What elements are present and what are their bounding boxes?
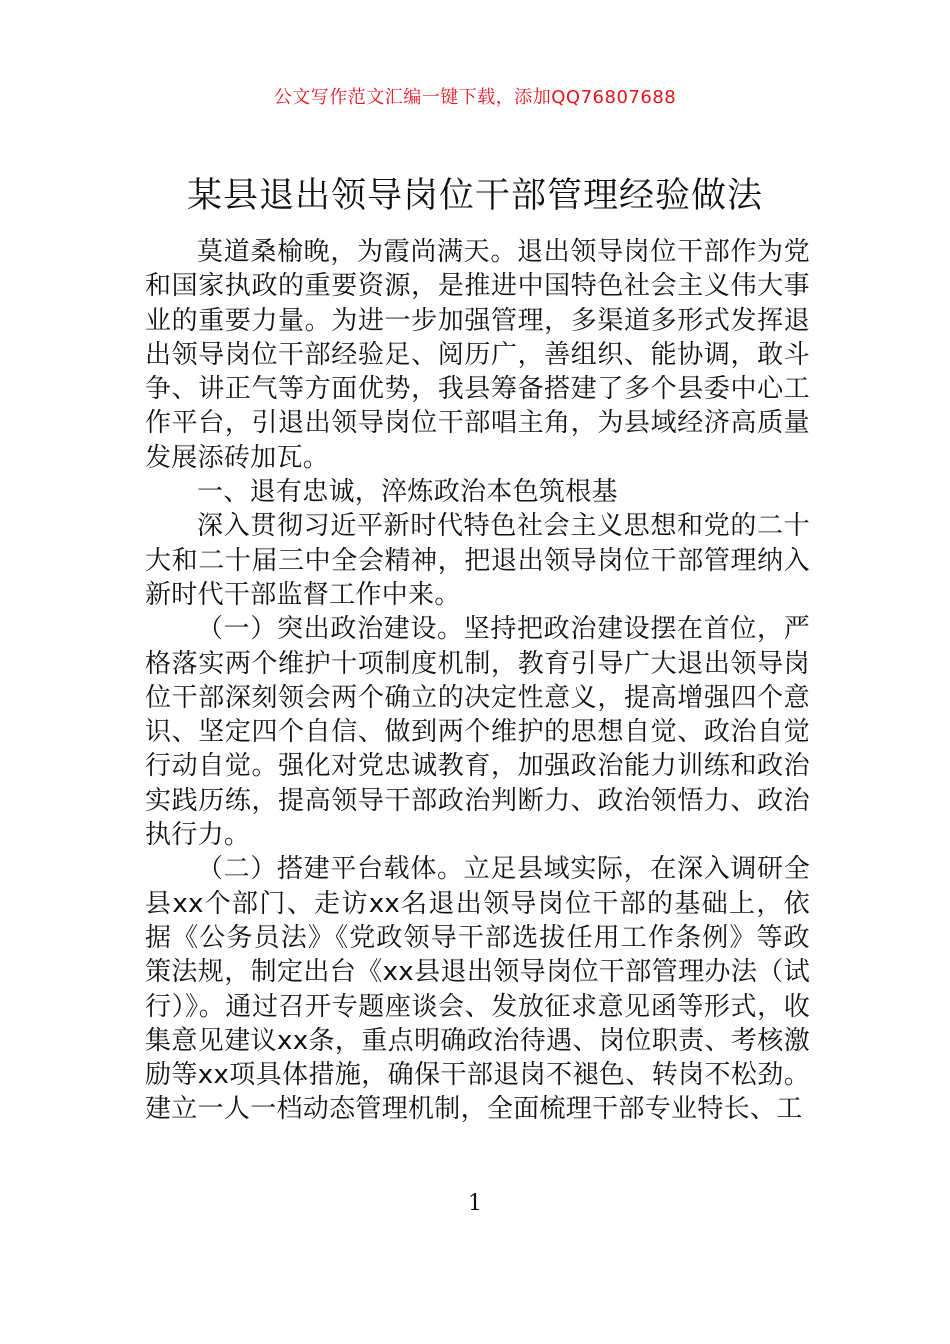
- paragraph-section-1: 深入贯彻习近平新时代特色社会主义思想和党的二十大和二十届三中全会精神，把退出领导岗位干部管理纳入新时代干部监督工作中来。: [145, 511, 810, 610]
- document-body: [145, 235, 810, 1127]
- paragraph-political-construction: （一）突出政治建设。坚持把政治建设摆在首位，严格落实两个维护十项制度机制，教育引导广大退出领导岗位干部深刻领会两个确立的决定性意义，提高增强四个意识、坚定四个自信、做到两个维护的思想自觉、政治自觉行动自觉。强化对党忠诚教育，加强政治能力训练和政治实践历练，提高领导干部政治判断力、政治领悟力、政治执行力。: [145, 614, 810, 851]
- section-heading-1: 一、退有忠诚，淬炼政治本色筑根基: [197, 477, 618, 508]
- download-banner[interactable]: 公文写作范文汇编一键下载，添加QQ76807688: [273, 87, 677, 108]
- paragraph-intro: 莫道桑榆晚，为霞尚满天。退出领导岗位干部作为党和国家执政的重要资源，是推进中国特色社会主义伟大事业的重要力量。为进一步加强管理，多渠道多形式发挥退出领导岗位干部经验足、阅历广，善组织、能协调，敢斗争、讲正气等方面优势，我县筹备搭建了多个县委中心工作平台，引退出领导岗位干部唱主角，为县域经济高质量发展添砖加瓦。: [145, 237, 810, 473]
- document-title: 某县退出领导岗位干部管理经验做法: [186, 176, 763, 216]
- page-number: 1: [468, 1191, 482, 1216]
- paragraph-platform-building: （二）搭建平台载体。立足县域实际，在深入调研全县xx个部门、走访xx名退出领导岗位干部的基础上，依据《公务员法》《党政领导干部选拔任用工作条例》等政策法规，制定出台《xx县退出领导岗位干部管理办法（试行）》。通过召开专题座谈会、发放征求意见函等形式，收集意见建议xx条，重点明确政治待遇、岗位职责、考核激励等xx项具体措施，确保干部退岗不褪色、转岗不松劲。建立一人一档动态管理机制，全面梳理干部专业特长、工: [145, 854, 810, 1125]
